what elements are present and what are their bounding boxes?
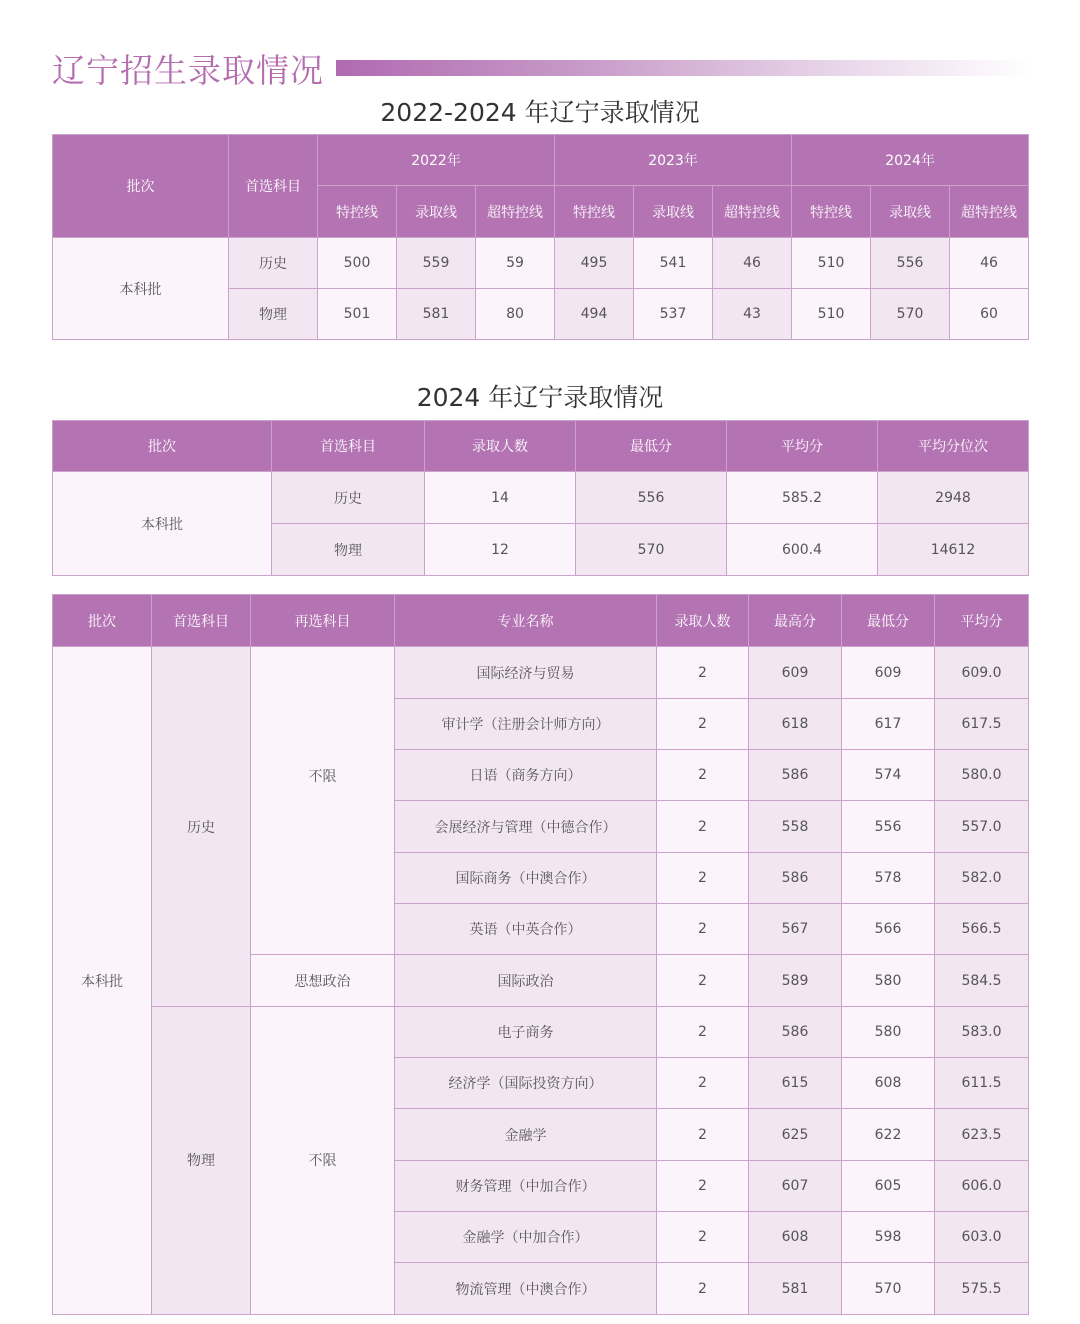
min-cell: 580 [842, 1006, 935, 1057]
avg-cell: 584.5 [935, 955, 1029, 1006]
value-cell: 46 [713, 238, 792, 289]
header-admission-line: 录取线 [634, 186, 713, 238]
header-elective: 再选科目 [251, 595, 395, 647]
avg-cell: 623.5 [935, 1109, 1029, 1160]
max-cell: 609 [749, 647, 842, 698]
min-cell: 556 [842, 801, 935, 852]
header-above-special: 超特控线 [476, 186, 555, 238]
max-cell: 567 [749, 904, 842, 955]
avg-cell: 606.0 [935, 1160, 1029, 1211]
count-cell: 2 [657, 852, 749, 903]
major-cell: 国际经济与贸易 [395, 647, 657, 698]
table-2024-summary [52, 420, 1029, 576]
batch-cell: 本科批 [53, 472, 272, 576]
avg-cell: 582.0 [935, 852, 1029, 903]
value-cell: 495 [555, 238, 634, 289]
value-cell: 60 [950, 289, 1029, 340]
max-cell: 608 [749, 1212, 842, 1263]
table-row [53, 238, 1029, 289]
section2-title: 2024 年辽宁录取情况 [416, 383, 664, 412]
header-year-2024: 2024年 [792, 135, 1029, 186]
table-2022-2024 [52, 134, 1029, 340]
min-cell: 570 [576, 524, 727, 576]
min-cell: 570 [842, 1263, 935, 1315]
major-cell: 金融学 [395, 1109, 657, 1160]
avg-cell: 603.0 [935, 1212, 1029, 1263]
header-batch: 批次 [53, 421, 272, 472]
value-cell: 510 [792, 289, 871, 340]
max-cell: 586 [749, 1006, 842, 1057]
max-cell: 586 [749, 750, 842, 801]
subject-cell: 历史 [152, 647, 251, 1006]
max-cell: 615 [749, 1058, 842, 1109]
value-cell: 581 [397, 289, 476, 340]
header-year-2022: 2022年 [318, 135, 555, 186]
header-count: 录取人数 [425, 421, 576, 472]
table-row [53, 647, 1029, 698]
header-subject: 首选科目 [272, 421, 425, 472]
header-avg-score: 平均分 [935, 595, 1029, 647]
count-cell: 2 [657, 1212, 749, 1263]
subject-cell: 物理 [229, 289, 318, 340]
avg-cell: 617.5 [935, 698, 1029, 749]
subject-cell: 物理 [272, 524, 425, 576]
count-cell: 2 [657, 750, 749, 801]
count-cell: 2 [657, 1109, 749, 1160]
rank-cell: 2948 [878, 472, 1029, 524]
avg-cell: 611.5 [935, 1058, 1029, 1109]
subject-cell: 历史 [272, 472, 425, 524]
avg-cell: 583.0 [935, 1006, 1029, 1057]
min-cell: 566 [842, 904, 935, 955]
min-cell: 580 [842, 955, 935, 1006]
major-cell: 经济学（国际投资方向） [395, 1058, 657, 1109]
header-batch: 批次 [53, 135, 229, 238]
table-majors [52, 594, 1029, 1315]
header-max-score: 最高分 [749, 595, 842, 647]
max-cell: 625 [749, 1109, 842, 1160]
major-cell: 日语（商务方向） [395, 750, 657, 801]
count-cell: 2 [657, 1058, 749, 1109]
avg-cell: 609.0 [935, 647, 1029, 698]
batch-cell: 本科批 [53, 647, 152, 1315]
major-cell: 财务管理（中加合作） [395, 1160, 657, 1211]
value-cell: 541 [634, 238, 713, 289]
major-cell: 金融学（中加合作） [395, 1212, 657, 1263]
header-special-line: 特控线 [792, 186, 871, 238]
elective-cell: 不限 [251, 1006, 395, 1314]
table-row [53, 1006, 1029, 1057]
avg-cell: 575.5 [935, 1263, 1029, 1315]
min-cell: 574 [842, 750, 935, 801]
subject-cell: 物理 [152, 1006, 251, 1314]
min-cell: 622 [842, 1109, 935, 1160]
max-cell: 607 [749, 1160, 842, 1211]
subject-cell: 历史 [229, 238, 318, 289]
value-cell: 80 [476, 289, 555, 340]
header-subject: 首选科目 [229, 135, 318, 238]
header-count: 录取人数 [657, 595, 749, 647]
value-cell: 559 [397, 238, 476, 289]
avg-cell: 566.5 [935, 904, 1029, 955]
header-avg-rank: 平均分位次 [878, 421, 1029, 472]
elective-cell: 不限 [251, 647, 395, 955]
header-admission-line: 录取线 [871, 186, 950, 238]
value-cell: 59 [476, 238, 555, 289]
min-cell: 556 [576, 472, 727, 524]
major-cell: 国际商务（中澳合作） [395, 852, 657, 903]
min-cell: 617 [842, 698, 935, 749]
value-cell: 494 [555, 289, 634, 340]
max-cell: 558 [749, 801, 842, 852]
count-cell: 2 [657, 955, 749, 1006]
elective-cell: 思想政治 [251, 955, 395, 1006]
major-cell: 物流管理（中澳合作） [395, 1263, 657, 1315]
major-cell: 电子商务 [395, 1006, 657, 1057]
header-admission-line: 录取线 [397, 186, 476, 238]
header-special-line: 特控线 [555, 186, 634, 238]
count-cell: 2 [657, 1160, 749, 1211]
header-above-special: 超特控线 [713, 186, 792, 238]
major-cell: 审计学（注册会计师方向） [395, 698, 657, 749]
min-cell: 605 [842, 1160, 935, 1211]
max-cell: 581 [749, 1263, 842, 1315]
header-special-line: 特控线 [318, 186, 397, 238]
value-cell: 570 [871, 289, 950, 340]
header-year-2023: 2023年 [555, 135, 792, 186]
value-cell: 43 [713, 289, 792, 340]
header-min-score: 最低分 [842, 595, 935, 647]
table-row [53, 472, 1029, 524]
header-subject: 首选科目 [152, 595, 251, 647]
count-cell: 2 [657, 698, 749, 749]
section1-title: 2022-2024 年辽宁录取情况 [380, 98, 700, 127]
count-cell: 2 [657, 647, 749, 698]
batch-cell: 本科批 [53, 238, 229, 340]
max-cell: 586 [749, 852, 842, 903]
value-cell: 500 [318, 238, 397, 289]
count-cell: 2 [657, 904, 749, 955]
min-cell: 609 [842, 647, 935, 698]
header-major: 专业名称 [395, 595, 657, 647]
min-cell: 578 [842, 852, 935, 903]
avg-cell: 600.4 [727, 524, 878, 576]
value-cell: 537 [634, 289, 713, 340]
count-cell: 2 [657, 1263, 749, 1315]
value-cell: 556 [871, 238, 950, 289]
heading-decor-bar [336, 60, 1032, 76]
header-batch: 批次 [53, 595, 152, 647]
major-cell: 会展经济与管理（中德合作） [395, 801, 657, 852]
max-cell: 589 [749, 955, 842, 1006]
count-cell: 2 [657, 1006, 749, 1057]
min-cell: 598 [842, 1212, 935, 1263]
page-heading [52, 44, 1032, 92]
avg-cell: 585.2 [727, 472, 878, 524]
min-cell: 608 [842, 1058, 935, 1109]
max-cell: 618 [749, 698, 842, 749]
value-cell: 501 [318, 289, 397, 340]
value-cell: 510 [792, 238, 871, 289]
value-cell: 46 [950, 238, 1029, 289]
count-cell: 2 [657, 801, 749, 852]
page-title: 辽宁招生录取情况 [52, 50, 324, 90]
major-cell: 英语（中英合作） [395, 904, 657, 955]
avg-cell: 557.0 [935, 801, 1029, 852]
count-cell: 14 [425, 472, 576, 524]
header-avg-score: 平均分 [727, 421, 878, 472]
header-above-special: 超特控线 [950, 186, 1029, 238]
avg-cell: 580.0 [935, 750, 1029, 801]
rank-cell: 14612 [878, 524, 1029, 576]
header-min-score: 最低分 [576, 421, 727, 472]
count-cell: 12 [425, 524, 576, 576]
major-cell: 国际政治 [395, 955, 657, 1006]
